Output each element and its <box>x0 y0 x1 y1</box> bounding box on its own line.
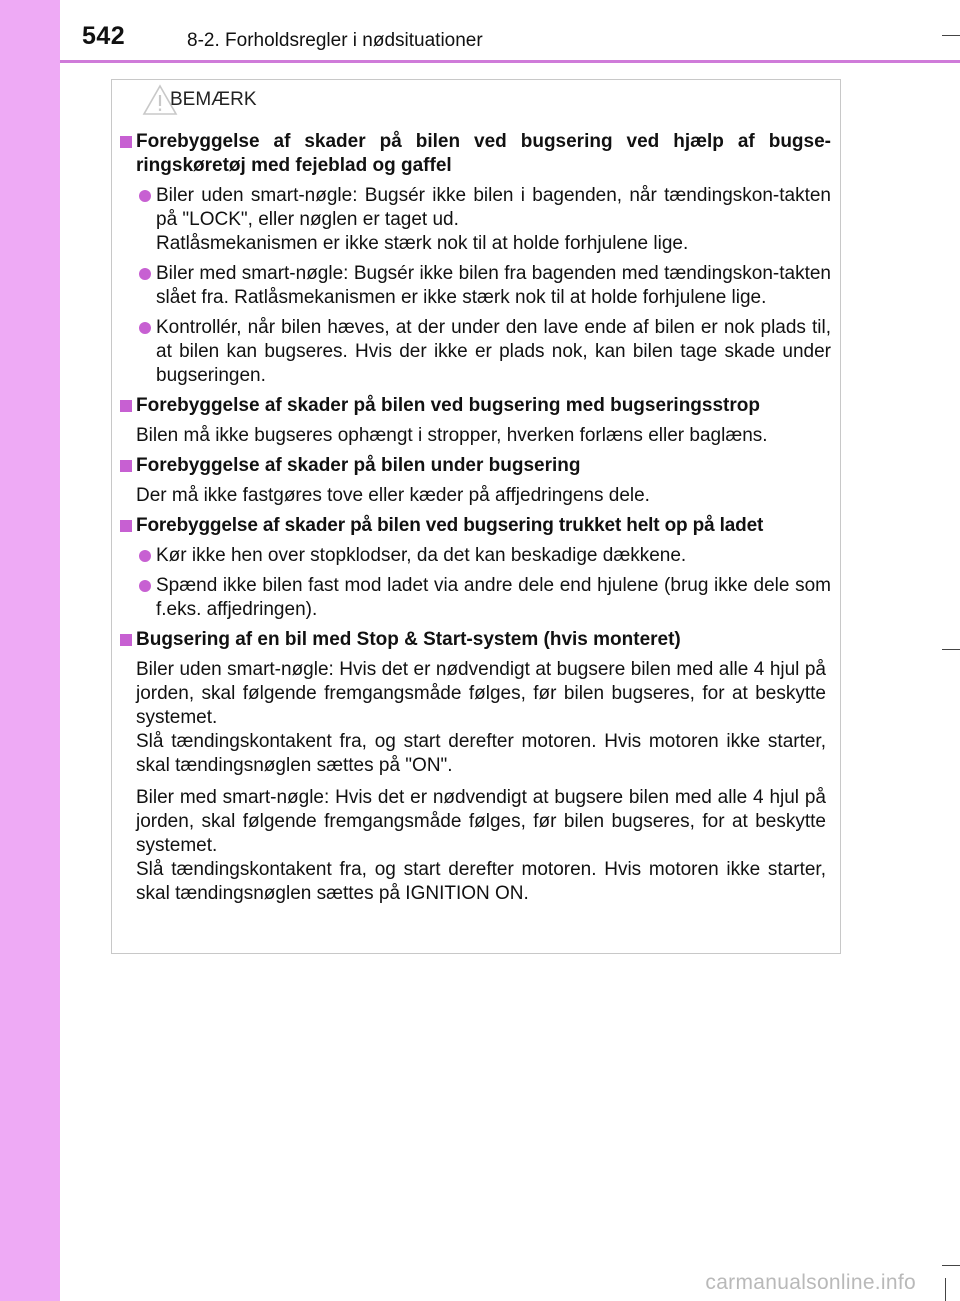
square-bullet-icon <box>120 520 132 532</box>
header-rule <box>60 60 960 63</box>
list-item: Biler med smart-nøgle: Bugsér ikke bilen fra bagenden med tændingskon-takten slået fra. Ratlåsmekanismen er ikke stærk nok til at holde forhjulene lige. <box>116 262 840 310</box>
note-box <box>111 79 841 954</box>
dot-bullet-icon <box>139 322 151 334</box>
section-title: 8-2. Forholdsregler i nødsituationer <box>187 30 483 51</box>
note-header <box>112 80 840 118</box>
side-color-band <box>0 0 60 1301</box>
section-heading: Forebyggelse af skader på bilen ved bugsering trukket helt op på ladet <box>116 514 840 538</box>
paragraph: Der må ikke fastgøres tove eller kæder på affjedringens dele. <box>136 485 650 506</box>
list-item: Kontrollér, når bilen hæves, at der under den lave ende af bilen er nok plads til, at bilen kan bugseres. Hvis der ikke er plads nok, kan bilen tage skade under bugseringen. <box>116 316 840 388</box>
paragraph-continuation: Slå tændingskontakent fra, og start derefter motoren. Hvis motoren ikke starter, skal tændingsnøglen sættes på IGNITION ON. <box>136 859 826 904</box>
crop-mark <box>942 1265 960 1266</box>
list-item: Spænd ikke bilen fast mod ladet via andre dele end hjulene (brug ikke dele som f.eks. affjedringen). <box>116 574 840 622</box>
watermark: carmanualsonline.info <box>705 1271 916 1294</box>
list-item: Biler uden smart-nøgle: Bugsér ikke bilen i bagenden, når tændingskon-takten på "LOCK", eller nøglen er taget ud. Ratlåsmekanismen er ikke stærk nok til at holde forhjulene lige. <box>116 184 840 256</box>
paragraph-continuation: Slå tændingskontakent fra, og start derefter motoren. Hvis motoren ikke starter, skal tændingsnøglen sættes på "ON". <box>136 731 826 776</box>
dot-bullet-icon <box>139 190 151 202</box>
square-bullet-icon <box>120 634 132 646</box>
paragraph: Bilen må ikke bugseres ophængt i stropper, hverken forlæns eller baglæns. <box>136 425 768 446</box>
dot-bullet-icon <box>139 580 151 592</box>
list-item-continuation: Ratlåsmekanismen er ikke stærk nok til at holde forhjulene lige. <box>156 233 689 254</box>
square-bullet-icon <box>120 460 132 472</box>
square-bullet-icon <box>120 136 132 148</box>
dot-bullet-icon <box>139 550 151 562</box>
note-content <box>112 130 840 912</box>
crop-mark <box>945 1278 946 1301</box>
section-heading: Bugsering af en bil med Stop & Start-system (hvis monteret) <box>116 628 840 652</box>
paragraph: Biler med smart-nøgle: Hvis det er nødvendigt at bugsere bilen med alle 4 hjul på jorden, skal følgende fremgangsmåde følges, før bilen bugseres, for at beskytte systemet. Slå tændingskontakent fra, og start derefter motoren. Hvis motoren ikke starter, skal tændingsnøglen sættes på IGNITION ON. <box>136 787 826 904</box>
section-heading: Forebyggelse af skader på bilen ved bugsering ved hjælp af bugse-ringskøretøj med fejeblad og gaffel <box>116 130 840 178</box>
paragraph: Biler uden smart-nøgle: Hvis det er nødvendigt at bugsere bilen med alle 4 hjul på jorden, skal følgende fremgangsmåde følges, før bilen bugseres, for at beskytte systemet. Slå tændingskontakent fra, og start derefter motoren. Hvis motoren ikke starter, skal tændingsnøglen sættes på "ON". <box>136 659 826 776</box>
note-title: BEMÆRK <box>170 89 257 110</box>
section-heading: Forebyggelse af skader på bilen ved bugsering med bugseringsstrop <box>116 394 840 418</box>
page-number: 542 <box>82 22 126 50</box>
section-heading: Forebyggelse af skader på bilen under bugsering <box>116 454 840 478</box>
square-bullet-icon <box>120 400 132 412</box>
list-item: Kør ikke hen over stopklodser, da det kan beskadige dækkene. <box>116 544 840 568</box>
crop-mark <box>942 649 960 650</box>
crop-mark <box>942 35 960 36</box>
dot-bullet-icon <box>139 268 151 280</box>
